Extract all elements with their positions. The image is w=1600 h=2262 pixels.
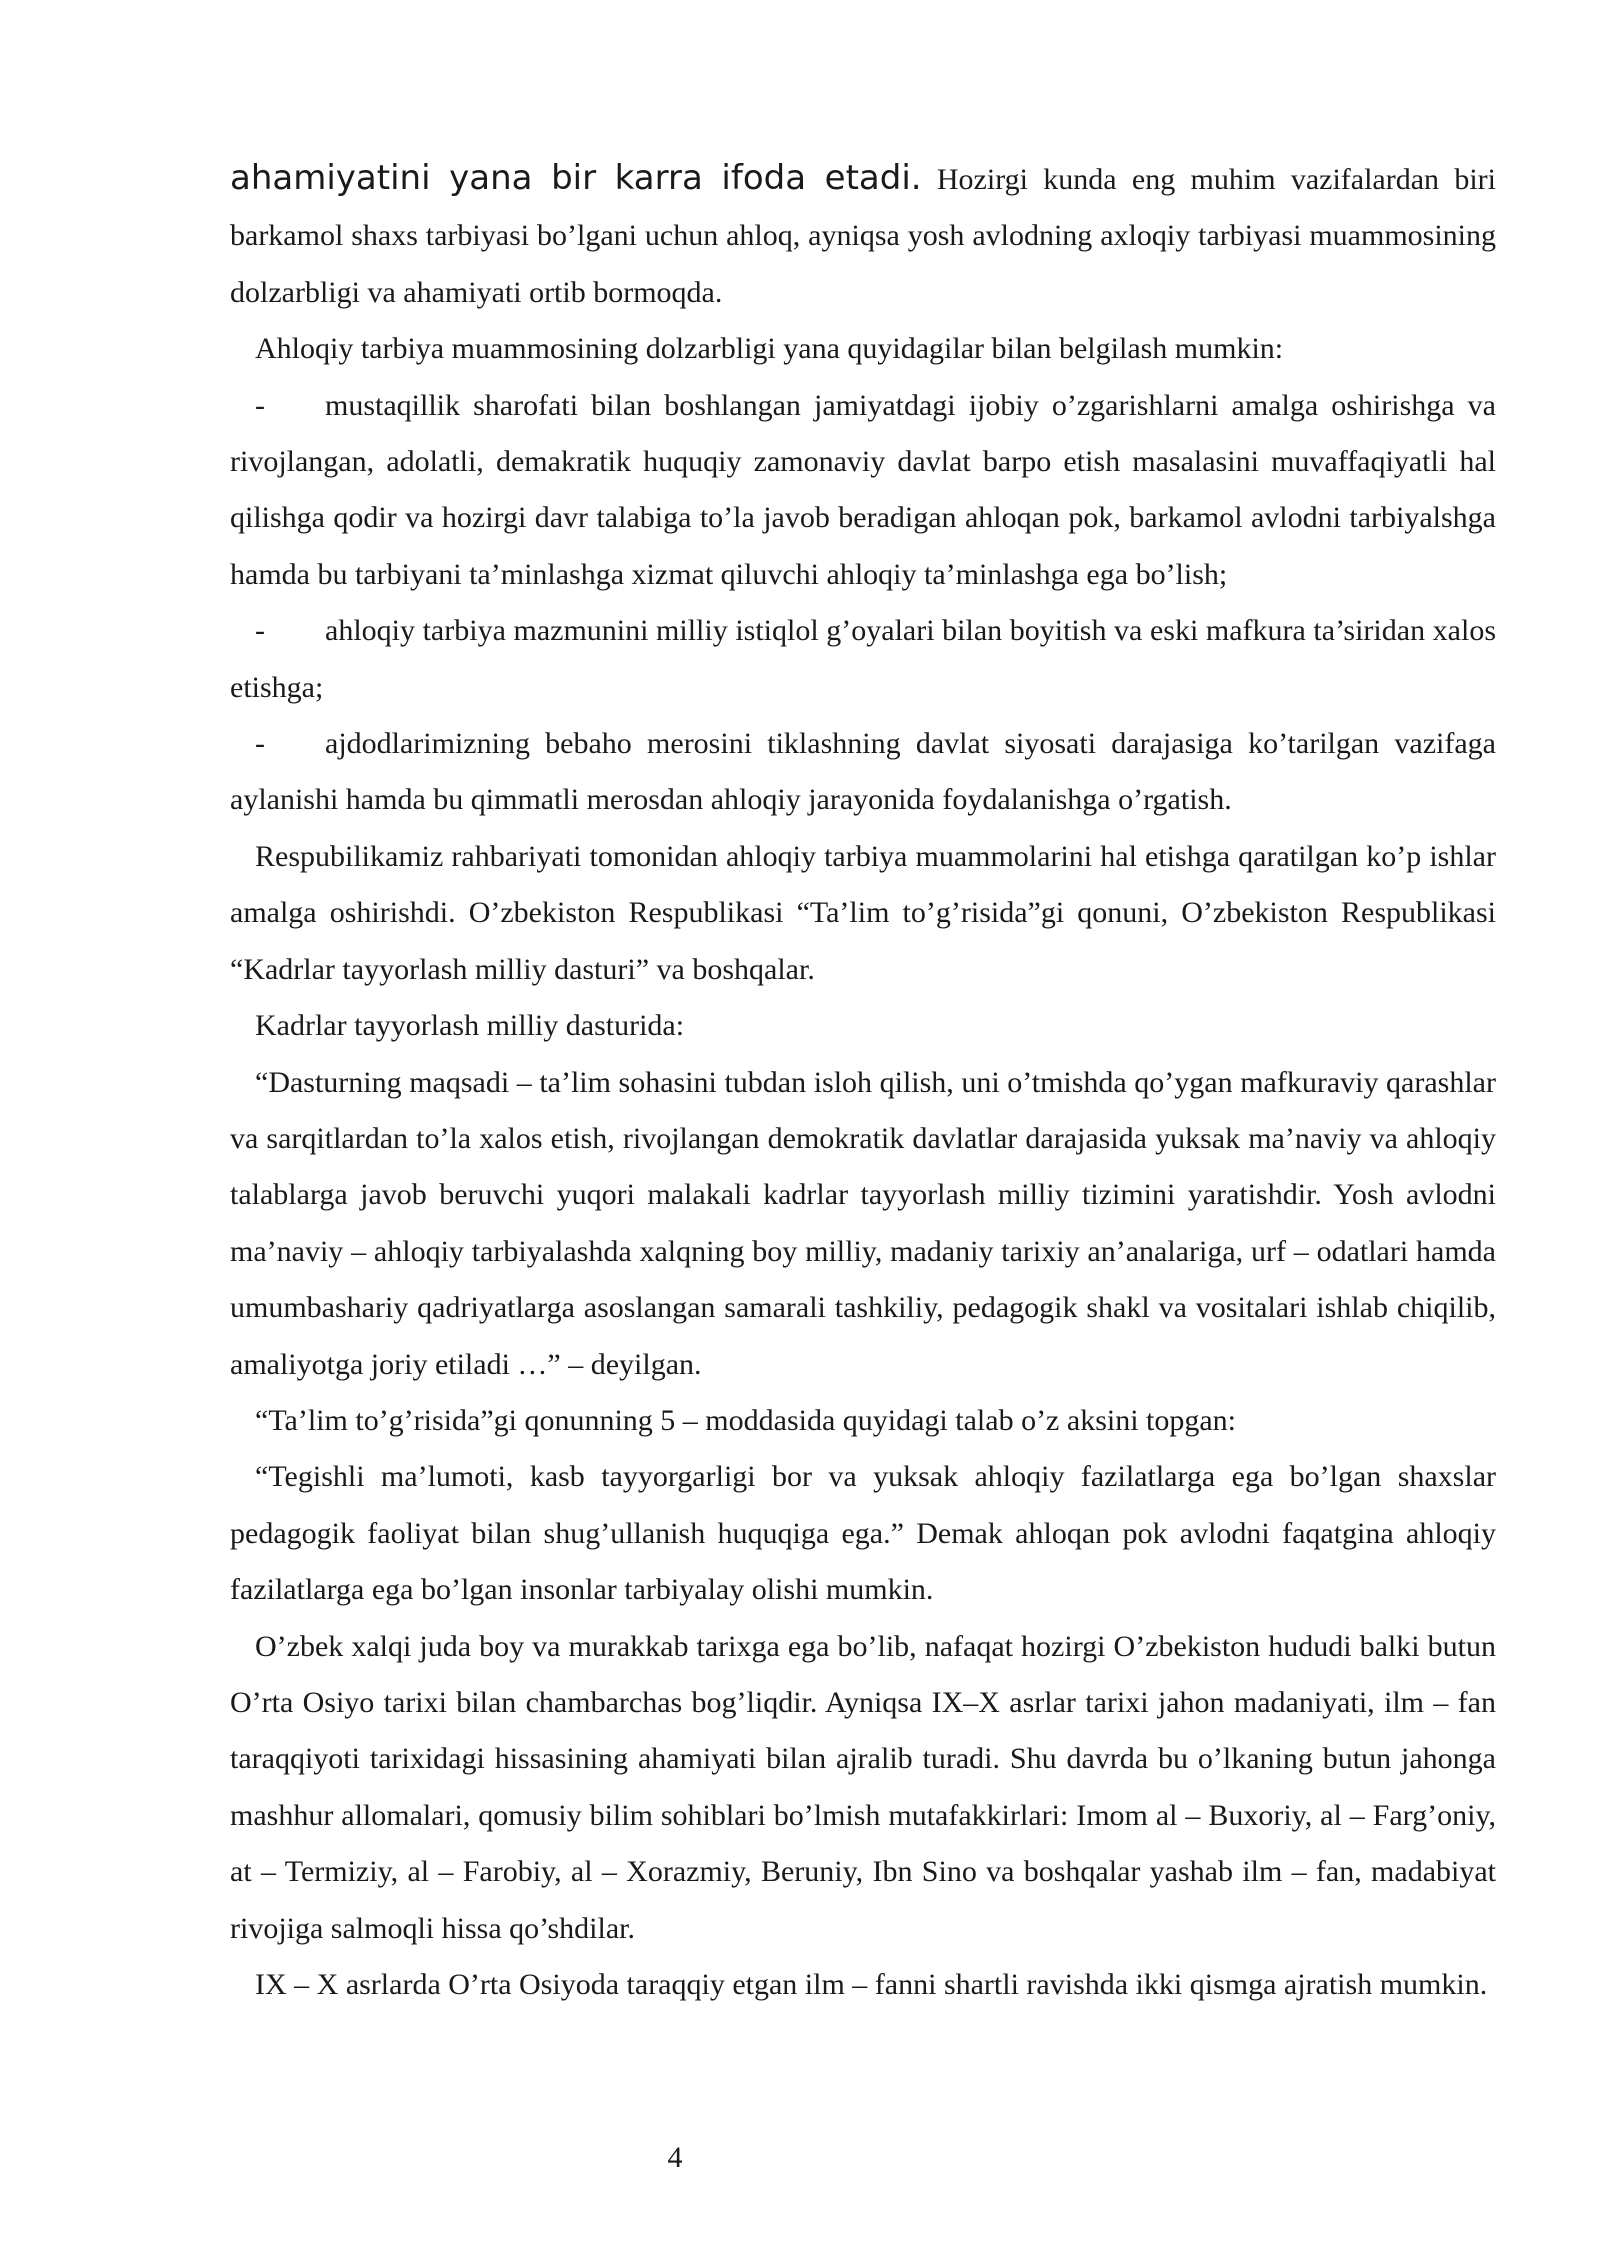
lead-phrase: ahamiyatini yana bir karra ifoda etadi. (230, 158, 922, 198)
list-dash: - (255, 614, 265, 648)
paragraph-law-article: “Ta’lim to’g’risida”gi qonunning 5 – moddasida quyidagi talab o’z aksini topgan: (255, 1403, 1237, 1437)
list-item-3 (230, 716, 1496, 829)
list-item-text: ahloqiy tarbiya mazmunini milliy istiqlol g’oyalari bilan boyitish va eski mafkura ta’siridan xalos etishga; (230, 614, 1496, 704)
paragraph-science: IX – X asrlarda O’rta Osiyoda taraqqiy etgan ilm – fanni shartli ravishda ikki qismga ajratish mumkin. (255, 1968, 1488, 2001)
list-item-1 (230, 378, 1496, 604)
document-page (230, 150, 1496, 2013)
list-dash: - (255, 388, 265, 422)
intro-text: Hozirgi kunda eng muhim vazifalardan biri barkamol shaxs tarbiyasi bo’lgani uchun ahloq, ayniqsa yosh avlodning axloqiy tarbiyasi muammosining dolzarbligi va ahamiyati ortib bormoqda. (230, 163, 1497, 309)
list-item-2 (230, 603, 1496, 716)
paragraph-intro (230, 150, 1496, 321)
paragraph-program-intro: Kadrlar tayyorlash milliy dasturida: (255, 1009, 685, 1043)
paragraph-program-quote: “Dasturning maqsadi – ta’lim sohasini tubdan isloh qilish, uni o’tmishda qo’ygan mafkuraviy qarashlar va sarqitlardan to’la xalos etish, rivojlangan demokratik davlatlar darajasida yuksak ma’naviy va ahloqiy talablarga javob beruvchi yuqori malakali kadrlar tayyorlash milliy tizimini yaratishdir. Yosh avlodni ma’naviy – ahloqiy tarbiyalashda xalqning boy milliy, madaniy tarixiy an’analariga, urf – odatlari hamda umumbashariy qadriyatlarga asoslangan samarali tashkiliy, pedagogik shakl va vositalari ishlab chiqilib, amaliyotga joriy etiladi …” – deyilgan. (230, 1065, 1496, 1381)
list-item-text: ajdodlarimizning bebaho merosini tiklashning davlat siyosati darajasiga ko’tarilgan vazifaga aylanishi hamda bu qimmatli merosdan ahloqiy jarayonida foydalanishga o’rgatish. (230, 727, 1496, 817)
list-item-text: mustaqillik sharofati bilan boshlangan jamiyatdagi ijobiy o’zgarishlarni amalga oshirishga va rivojlangan, adolatli, demakratik huquqiy zamonaviy davlat barpo etish masalasini muvaffaqiyatli hal qilishga qodir va hozirgi davr talabiga to’la javob beradigan ahloqan pok, barkamol avlodni tarbiyalshga hamda bu tarbiyani ta’minlashga xizmat qiluvchi ahloqiy ta’minlashga ega bo’lish; (230, 388, 1496, 591)
page-number: 4 (667, 2141, 683, 2174)
paragraph-leadership: Respubilikamiz rahbariyati tomonidan ahloqiy tarbiya muammolarini hal etishga qaratilgan ko’p ishlar amalga oshirishdi. O’zbekiston Respublikasi “Ta’lim to’g’risida”gi qonuni, O’zbekiston Respublikasi “Kadrlar tayyorlash milliy dasturi” va boshqalar. (230, 839, 1496, 986)
paragraph-law-quote: “Tegishli ma’lumoti, kasb tayyorgarligi bor va yuksak ahloqiy fazilatlarga ega bo’lgan shaxslar pedagogik faoliyat bilan shug’ullanish huquqiga ega.” Demak ahloqan pok avlodni faqatgina ahloqiy fazilatlarga ega bo’lgan insonlar tarbiyalay olishi mumkin. (230, 1460, 1496, 1607)
list-dash: - (255, 727, 265, 761)
paragraph-relevance: Ahloqiy tarbiya muammosining dolzarbligi yana quyidagilar bilan belgilash mumkin: (255, 332, 1284, 366)
paragraph-history: O’zbek xalqi juda boy va murakkab tarixga ega bo’lib, nafaqat hozirgi O’zbekiston hududi balki butun O’rta Osiyo tarixi bilan chambarchas bog’liqdir. Ayniqsa IX–X asrlar tarixi jahon madaniyati, ilm – fan taraqqiyoti tarixidagi hissasining ahamiyati bilan ajralib turadi. Shu davrda bu o’lkaning butun jahonga mashhur allomalari, qomusiy bilim sohiblari bo’lmish mutafakkirlari: Imom al – Buxoriy, al – Farg’oniy, at – Termiziy, al – Farobiy, al – Xorazmiy, Beruniy, Ibn Sino va boshqalar yashab ilm – fan, madabiyat rivojiga salmoqli hissa qo’shdilar. (230, 1629, 1496, 1945)
